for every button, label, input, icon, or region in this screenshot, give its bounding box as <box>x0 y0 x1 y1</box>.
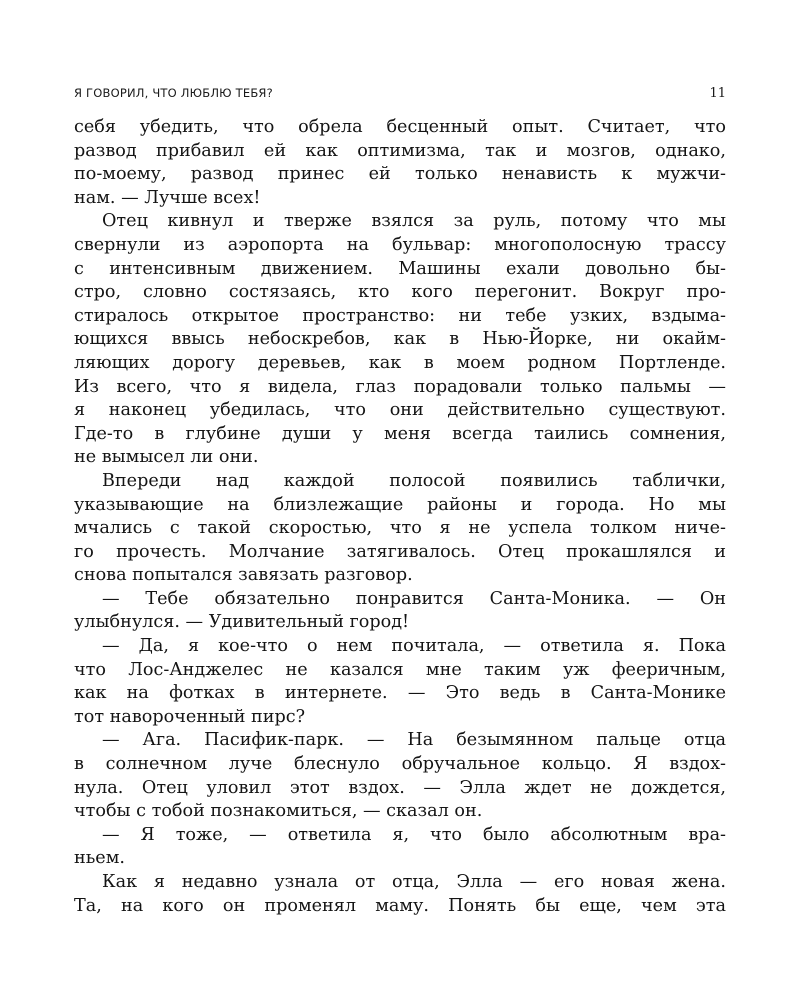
text-line: Отец кивнул и тверже взялся за руль, потому что мы <box>102 211 726 232</box>
text-line: го прочесть. Молчание затягивалось. Отец прокашлялся и <box>74 541 726 562</box>
text-line: — Ага. Пасифик-парк. — На безымянном пальце отца <box>102 730 726 751</box>
text-line: улыбнулся. — Удивительный город! <box>74 612 410 633</box>
text-line: с интенсивным движением. Машины ехали довольно бы- <box>74 258 726 279</box>
text-line: снова попытался завязать разговор. <box>74 565 413 586</box>
text-line: Как я недавно узнала от отца, Элла — его новая жена. <box>102 872 726 892</box>
running-title: Я ГОВОРИЛ, ЧТО ЛЮБЛЮ ТЕБЯ? <box>74 86 273 100</box>
text-line: в солнечном луче блеснуло обручальное кольцо. Я вздох- <box>74 754 726 775</box>
text-line: я наконец убедилась, что они действительно существуют. <box>74 400 726 421</box>
text-line: свернули из аэропорта на бульвар: многополосную трассу <box>74 234 726 255</box>
text-line: стро, словно состязаясь, кто кого перегонит. Вокруг про- <box>74 282 726 303</box>
text-line: тот навороченный пирс? <box>74 706 306 727</box>
text-line: как на фотках в интернете. — Это ведь в Санта-Монике <box>74 683 726 704</box>
body-text <box>74 116 726 918</box>
text-line: указывающие на близлежащие районы и города. Но мы <box>74 494 726 515</box>
text-line: развод прибавил ей как оптимизма, так и мозгов, однако, <box>74 140 726 161</box>
text-line: Впереди над каждой полосой появились таблички, <box>102 470 726 491</box>
text-line: себя убедить, что обрела бесценный опыт. Считает, что <box>74 117 726 137</box>
running-head <box>74 86 726 106</box>
text-line: — Я тоже, — ответила я, что было абсолютным вра- <box>102 824 726 845</box>
text-line: чтобы с тобой познакомиться, — сказал он. <box>74 801 483 822</box>
text-line: ляющих дорогу деревьев, как в моем родном Портленде. <box>74 352 726 373</box>
text-line: не вымысел ли они. <box>74 447 259 468</box>
text-line: мчались с такой скоростью, что я не успела толком ниче- <box>74 518 726 539</box>
text-line: — Тебе обязательно понравится Санта-Моника. — Он <box>102 588 726 609</box>
text-line: Где-то в глубине души у меня всегда таились сомнения, <box>74 423 726 444</box>
text-line: ющихся ввысь небоскребов, как в Нью-Йорке, ни окайм- <box>74 329 726 350</box>
text-line: ньем. <box>74 848 125 869</box>
text-line: нам. — Лучше всех! <box>74 187 261 208</box>
page-number: 11 <box>709 86 726 101</box>
text-line: Из всего, что я видела, глаз порадовали только пальмы — <box>74 376 726 397</box>
text-line: нула. Отец уловил этот вздох. — Элла ждет не дождется, <box>74 777 726 798</box>
text-line: Та, на кого он променял маму. Понять бы еще, чем эта <box>74 895 726 916</box>
text-line: по-моему, развод принес ей только ненависть к мужчи- <box>74 164 726 185</box>
text-line: стиралось открытое пространство: ни тебе узких, вздыма- <box>74 305 726 326</box>
text-line: что Лос-Анджелес не казался мне таким уж фееричным, <box>74 659 726 680</box>
text-line: — Да, я кое-что о нем почитала, — ответила я. Пока <box>102 636 726 657</box>
